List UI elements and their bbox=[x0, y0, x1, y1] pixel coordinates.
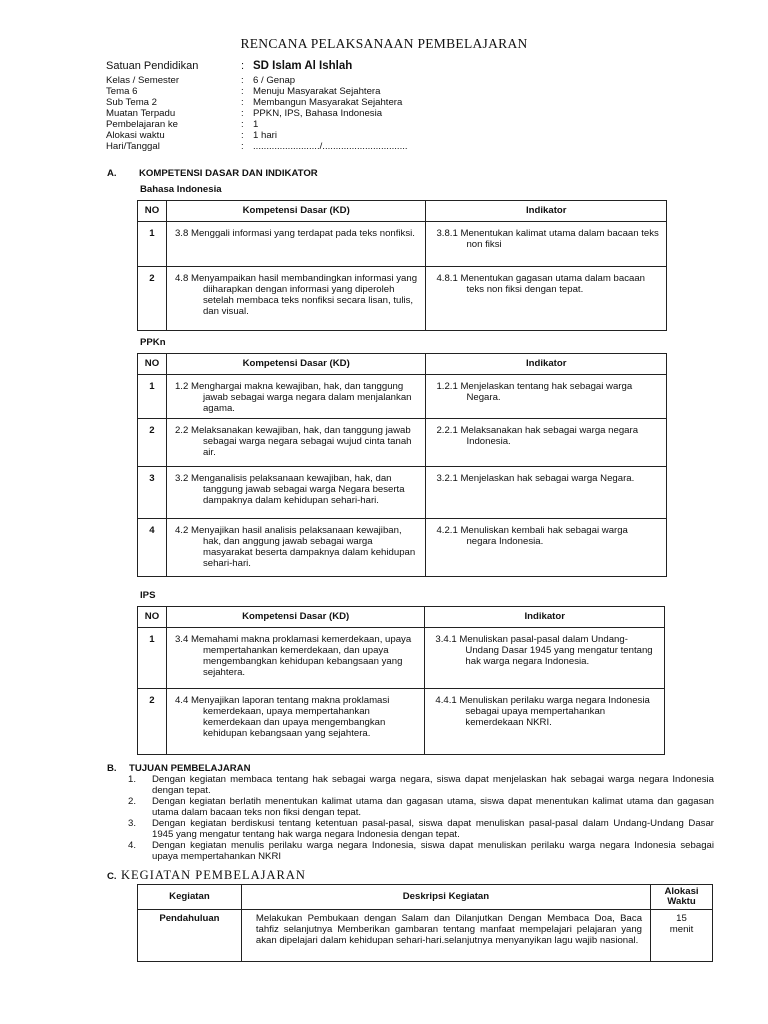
info-row bbox=[106, 97, 666, 108]
alokasi-number: 15 bbox=[676, 913, 687, 924]
indikator-cell bbox=[426, 419, 667, 467]
info-colon: : bbox=[241, 75, 244, 86]
indikator-cell bbox=[426, 267, 667, 331]
info-colon: : bbox=[241, 119, 244, 130]
kegiatan-cell: Pendahuluan bbox=[138, 910, 242, 962]
row-number: 2 bbox=[138, 419, 167, 467]
table-row bbox=[138, 519, 667, 577]
table-row bbox=[138, 267, 667, 331]
info-row bbox=[106, 86, 666, 97]
info-label: Muatan Terpadu bbox=[106, 108, 176, 119]
kd-table-ips bbox=[137, 606, 665, 755]
section-b-heading bbox=[107, 763, 251, 774]
alokasi-unit: menit bbox=[669, 924, 694, 935]
info-value: 6 / Genap bbox=[253, 75, 296, 86]
column-header-no: NO bbox=[138, 607, 167, 628]
kd-text: 1.2 Menghargai makna kewajiban, hak, dan tanggung jawab sebagai warga negara dalam menjalankan agama. bbox=[174, 381, 412, 415]
table-row bbox=[138, 628, 665, 689]
indikator-cell bbox=[425, 689, 665, 755]
list-item bbox=[128, 796, 714, 818]
info-row bbox=[106, 130, 666, 141]
column-header-indikator: Indikator bbox=[426, 201, 667, 222]
subject-heading: Bahasa Indonesia bbox=[140, 184, 222, 195]
row-number: 1 bbox=[138, 375, 167, 419]
column-header-kd: Kompetensi Dasar (KD) bbox=[166, 201, 426, 222]
column-header-indikator: Indikator bbox=[426, 354, 667, 375]
section-title: KEGIATAN PEMBELAJARAN bbox=[121, 868, 306, 882]
kd-cell bbox=[166, 222, 426, 267]
indikator-text: 4.8.1 Menentukan gagasan utama dalam bacaan teks non fiksi dengan tepat. bbox=[436, 273, 646, 296]
section-a-heading bbox=[107, 168, 318, 179]
section-letter: B. bbox=[107, 763, 117, 774]
indikator-text: 3.8.1 Menentukan kalimat utama dalam bacaan teks non fiksi bbox=[436, 228, 659, 251]
info-value: PPKN, IPS, Bahasa Indonesia bbox=[253, 108, 383, 119]
list-number: 2. bbox=[128, 796, 137, 807]
list-text: Dengan kegiatan membaca tentang hak sebagai warga negara, siswa dapat menjelaskan hak sebagai warga negara Indonesia dengan tepat. bbox=[152, 774, 714, 796]
info-value: 1 bbox=[253, 119, 259, 130]
list-text: Dengan kegiatan menulis perilaku warga negara Indonesia, siswa dapat menuliskan perilaku warga negara Indonesia sebagai upaya mempertahankan NKRI bbox=[152, 840, 714, 862]
table-row bbox=[138, 222, 667, 267]
info-label: Kelas / Semester bbox=[106, 75, 180, 86]
kd-text: 3.8 Menggali informasi yang terdapat pada teks nonfiksi. bbox=[174, 228, 415, 239]
row-number: 3 bbox=[138, 467, 167, 519]
info-value: 1 hari bbox=[253, 130, 277, 141]
row-number: 2 bbox=[138, 689, 167, 755]
identity-block bbox=[106, 60, 666, 152]
indikator-text: 4.2.1 Menuliskan kembali hak sebagai warga negara Indonesia. bbox=[436, 525, 628, 548]
kd-text: 4.8 Menyampaikan hasil membandingkan informasi yang diiharapkan dengan informasi yang diperoleh setelah membaca teks nonfiksi secara lisan, tulis, dan visual. bbox=[174, 273, 418, 318]
info-colon: : bbox=[241, 60, 245, 72]
table-row bbox=[138, 467, 667, 519]
info-value: Menuju Masyarakat Sejahtera bbox=[253, 86, 381, 97]
alokasi-cell bbox=[651, 910, 713, 962]
column-header-deskripsi: Deskripsi Kegiatan bbox=[241, 885, 650, 910]
indikator-cell bbox=[426, 375, 667, 419]
section-letter: C. bbox=[107, 871, 117, 882]
table-row bbox=[138, 375, 667, 419]
info-value: ........................./................................ bbox=[253, 141, 408, 152]
info-row bbox=[106, 119, 666, 130]
kd-table-bahasa bbox=[137, 200, 667, 331]
info-label: Pembelajaran ke bbox=[106, 119, 178, 130]
deskripsi-text: Melakukan Pembukaan dengan Salam dan Dilanjutkan Dengan Membaca Doa, Baca tahfiz selanjutnya Memberikan gambaran tentang manfaat mempelajari pelajaran yang akan dipelajari dalam kehidupan sehari-hari.selanjutnya menyanyikan lagu wajib nasional. bbox=[255, 913, 643, 946]
page-title: RENCANA PELAKSANAAN PEMBELAJARAN bbox=[240, 36, 528, 51]
kd-text: 2.2 Melaksanakan kewajiban, hak, dan tanggung jawab sebagai warga negara sebagai wujud cinta tanah air. bbox=[174, 425, 412, 459]
list-number: 3. bbox=[128, 818, 137, 829]
kd-cell bbox=[166, 419, 425, 467]
indikator-text: 2.2.1 Melaksanakan hak sebagai warga negara Indonesia. bbox=[436, 425, 639, 448]
kd-cell bbox=[166, 689, 424, 755]
indikator-text: 4.4.1 Menuliskan perilaku warga negara Indonesia sebagai upaya mempertahankan kemerdekaan NKRI. bbox=[435, 695, 650, 729]
kd-table-ppkn bbox=[137, 353, 667, 577]
list-item bbox=[128, 818, 714, 840]
indikator-cell bbox=[426, 222, 667, 267]
tujuan-list bbox=[128, 774, 714, 862]
column-header-indikator: Indikator bbox=[425, 607, 665, 628]
indikator-cell bbox=[425, 628, 665, 689]
kd-cell bbox=[166, 628, 424, 689]
info-row bbox=[106, 108, 666, 119]
indikator-text: 3.4.1 Menuliskan pasal-pasal dalam Undang-Undang Dasar 1945 yang mengatur tentang hak warga negara Indonesia. bbox=[435, 634, 653, 668]
info-value: SD Islam Al Ishlah bbox=[253, 60, 353, 72]
info-label: Alokasi waktu bbox=[106, 130, 165, 141]
section-c-heading bbox=[107, 868, 306, 882]
info-label: Tema 6 bbox=[106, 86, 138, 97]
section-title: KOMPETENSI DASAR DAN INDIKATOR bbox=[139, 168, 318, 179]
info-row bbox=[106, 75, 666, 86]
info-value: Membangun Masyarakat Sejahtera bbox=[253, 97, 403, 108]
list-text: Dengan kegiatan berdiskusi tentang ketentuan pasal-pasal, siswa dapat menuliskan pasal-pasal dalam Undang-Undang Dasar 1945 yang mengatur tentang hak warga negara Indonesia dengan tepat. bbox=[152, 818, 714, 840]
info-label: Satuan Pendidikan bbox=[106, 60, 199, 72]
kd-text: 4.2 Menyajikan hasil analisis pelaksanaan kewajiban, hak, dan anggung jawab sebagai warga masyarakat beserta dampaknya dalam kehidupan sehari-hari. bbox=[174, 525, 416, 570]
indikator-text: 3.2.1 Menjelaskan hak sebagai warga Negara. bbox=[436, 473, 635, 485]
list-number: 4. bbox=[128, 840, 137, 851]
info-colon: : bbox=[241, 86, 244, 97]
table-row bbox=[138, 419, 667, 467]
section-letter: A. bbox=[107, 168, 117, 179]
kd-cell bbox=[166, 375, 425, 419]
row-number: 4 bbox=[138, 519, 167, 577]
list-item bbox=[128, 840, 714, 862]
list-text: Dengan kegiatan berlatih menentukan kalimat utama dan gagasan utama, siswa dapat menentukan kalimat utama dan gagasan utama dalam bacaan teks non fiksi dengan tepat. bbox=[152, 796, 714, 818]
indikator-cell bbox=[426, 467, 667, 519]
list-number: 1. bbox=[128, 774, 137, 785]
info-colon: : bbox=[241, 108, 244, 119]
deskripsi-cell bbox=[241, 910, 650, 962]
row-number: 1 bbox=[138, 222, 167, 267]
info-row bbox=[106, 141, 666, 152]
column-header-no: NO bbox=[138, 201, 167, 222]
kd-text: 4.4 Menyajikan laporan tentang makna proklamasi kemerdekaan, upaya mempertahankan kemerdekaan dan upaya mengembangkan kehidupan kebangsaan yang sejahtera. bbox=[174, 695, 390, 740]
table-header-row bbox=[138, 607, 665, 628]
column-header-kegiatan: Kegiatan bbox=[138, 885, 242, 910]
list-item bbox=[128, 774, 714, 796]
info-label: Sub Tema 2 bbox=[106, 97, 158, 108]
info-colon: : bbox=[241, 130, 244, 141]
column-header-no: NO bbox=[138, 354, 167, 375]
column-header-alokasi: Alokasi Waktu bbox=[651, 885, 713, 910]
subject-heading: IPS bbox=[140, 590, 156, 601]
row-number: 2 bbox=[138, 267, 167, 331]
table-header-row bbox=[138, 354, 667, 375]
kegiatan-table bbox=[137, 884, 713, 962]
info-colon: : bbox=[241, 141, 244, 152]
kd-cell bbox=[166, 467, 425, 519]
table-row bbox=[138, 910, 713, 962]
column-header-kd: Kompetensi Dasar (KD) bbox=[166, 607, 424, 628]
indikator-cell bbox=[426, 519, 667, 577]
info-label: Hari/Tanggal bbox=[106, 141, 160, 152]
table-header-row bbox=[138, 885, 713, 910]
kd-cell bbox=[166, 519, 425, 577]
info-colon: : bbox=[241, 97, 244, 108]
info-row bbox=[106, 60, 666, 75]
column-header-kd: Kompetensi Dasar (KD) bbox=[166, 354, 425, 375]
row-number: 1 bbox=[138, 628, 167, 689]
subject-heading: PPKn bbox=[140, 337, 166, 348]
indikator-text: 1.2.1 Menjelaskan tentang hak sebagai warga Negara. bbox=[436, 381, 633, 404]
kd-text: 3.4 Memahami makna proklamasi kemerdekaan, upaya mempertahankan kemerdekaan, dan upaya mengembangkan kehidupan kebangsaan yang sejahtera. bbox=[174, 634, 412, 679]
table-header-row bbox=[138, 201, 667, 222]
kd-text: 3.2 Menganalisis pelaksanaan kewajiban, hak, dan tanggung jawab sebagai warga Negara beserta dampaknya dalam kehidupan sehari-hari. bbox=[174, 473, 405, 507]
section-title: TUJUAN PEMBELAJARAN bbox=[129, 763, 251, 774]
table-row bbox=[138, 689, 665, 755]
kd-cell bbox=[166, 267, 426, 331]
